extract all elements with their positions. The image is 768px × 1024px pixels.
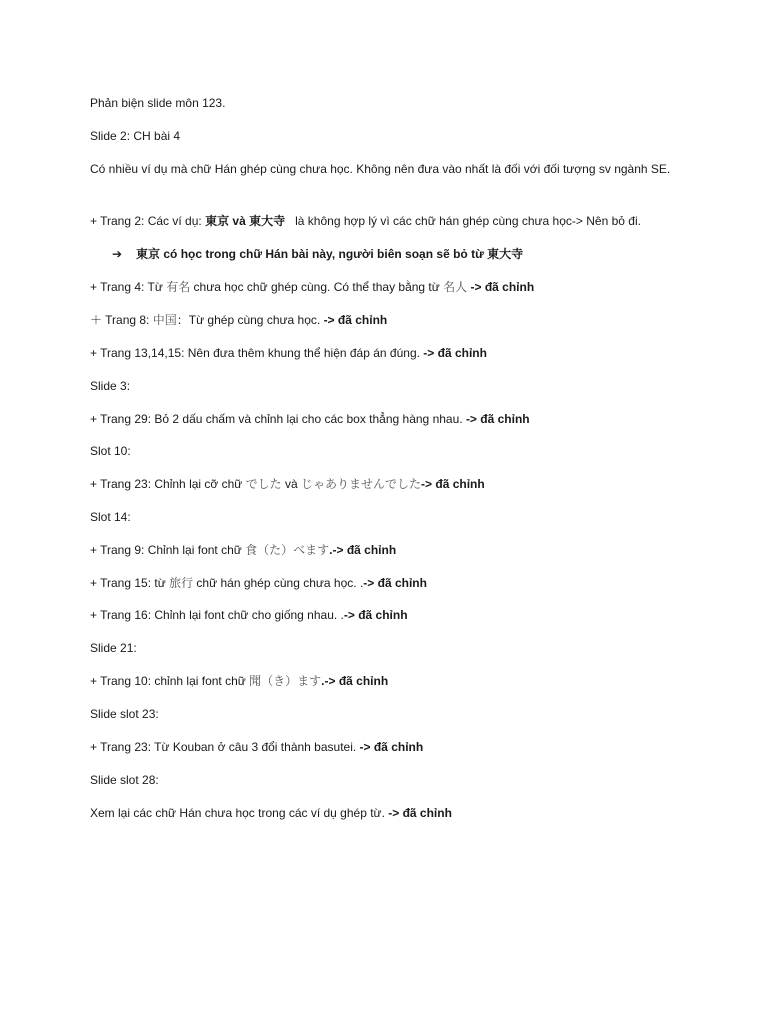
kanji-word: 聞（き）ます [249,674,322,688]
item-trang-16 [90,607,690,623]
section-slide-21: Slide 21: [90,641,137,655]
section-slide-3: Slide 3: [90,379,131,393]
status-done: .-> đã chỉnh [329,543,397,557]
item-trang-29 [90,411,690,427]
status-done: -> đã chỉnh [421,477,485,491]
paragraph-intro: Có nhiều ví dụ mà chữ Hán ghép cùng chưa học. Không nên đưa vào nhất là đối với đối tượng sv ngành SE. [90,162,671,176]
status-done: -> đã chỉnh [323,313,388,327]
item-trang-10 [90,673,690,689]
item-text: ：Từ ghép cùng chưa học. [176,313,324,327]
item-text: và [281,477,302,491]
item-final [90,805,690,821]
section-slot-14: Slot 14: [90,510,131,524]
item-trang-8 [90,312,690,328]
item-text: + Trang 23: Từ Kouban ở câu 3 đổi thành basutei. [90,740,360,754]
note-trang-2 [112,246,712,262]
item-trang-4 [90,279,690,295]
arrow-right-icon: ➔ [112,247,123,261]
item-text: + Trang 13,14,15: Nên đưa thêm khung thể hiện đáp án đúng. [90,346,424,360]
status-done: -> đã chỉnh [359,740,424,754]
item-text: + Trang 16: Chỉnh lại font chữ cho giống nhau. . [90,608,344,622]
status-done: -> đã chỉnh [465,412,530,426]
kanji-word: 中国 [152,313,177,327]
item-text: chưa học chữ ghép cùng. Có thể thay bằng từ [190,280,444,294]
status-done: -> đã chỉnh [343,608,408,622]
status-done: -> đã chỉnh [363,576,427,590]
item-trang-9 [90,542,690,558]
item-trang-23-slot23 [90,739,690,755]
item-text: chữ hán ghép cùng chưa học. . [193,576,364,590]
item-text: + Trang 29: Bỏ 2 dấu chấm và chỉnh lại cho các box thẳng hàng nhau. [90,412,466,426]
kanji-word: 東京 [205,214,230,228]
item-text: + Trang 15: từ [90,576,170,590]
item-trang-23-slot10 [90,476,690,492]
section-slot-23: Slide slot 23: [90,707,159,721]
status-done: .-> đã chỉnh [321,674,389,688]
item-text: + Trang 4: Từ [90,280,167,294]
section-slot-28: Slide slot 28: [90,773,159,787]
document-title: Phản biện slide môn 123. [90,96,226,110]
item-text: Trang 8: [102,313,153,327]
kanji-word: 東大寺 [487,247,524,261]
section-slide-2: Slide 2: CH bài 4 [90,129,181,143]
item-text: + Trang 9: Chỉnh lại font chữ [90,543,246,557]
section-slot-10: Slot 10: [90,444,131,458]
item-text: là không hợp lý vì các chữ hán ghép cùng chưa học-> Nên bỏ đi. [295,214,641,228]
item-trang-13-15 [90,345,690,361]
item-trang-15 [90,575,690,591]
status-done: -> đã chỉnh [467,280,535,294]
status-done: -> đã chỉnh [423,346,487,360]
plus-icon: ＋ [90,313,103,327]
item-text: + Trang 2: Các ví dụ: [90,214,206,228]
kanji-word: 東大寺 [249,214,286,228]
item-text: Xem lại các chữ Hán chưa học trong các ví dụ ghép từ. [90,806,389,820]
kanji-word: 東京 [136,247,161,261]
item-trang-2 [90,213,690,229]
item-text: + Trang 10: chỉnh lại font chữ [90,674,250,688]
kana-word: でした [245,477,282,491]
kanji-word: 旅行 [169,576,194,590]
kana-word: じゃありませんでした [301,477,422,491]
kanji-word: 食（た）べます [245,543,330,557]
note-text: có học trong chữ Hán bài này, người biên soạn sẽ bỏ từ [160,247,488,261]
kanji-word: 名人 [443,280,468,294]
status-done: -> đã chỉnh [388,806,452,820]
item-text: + Trang 23: Chỉnh lại cỡ chữ [90,477,246,491]
item-text: và [229,214,250,228]
kanji-word: 有名 [166,280,191,294]
